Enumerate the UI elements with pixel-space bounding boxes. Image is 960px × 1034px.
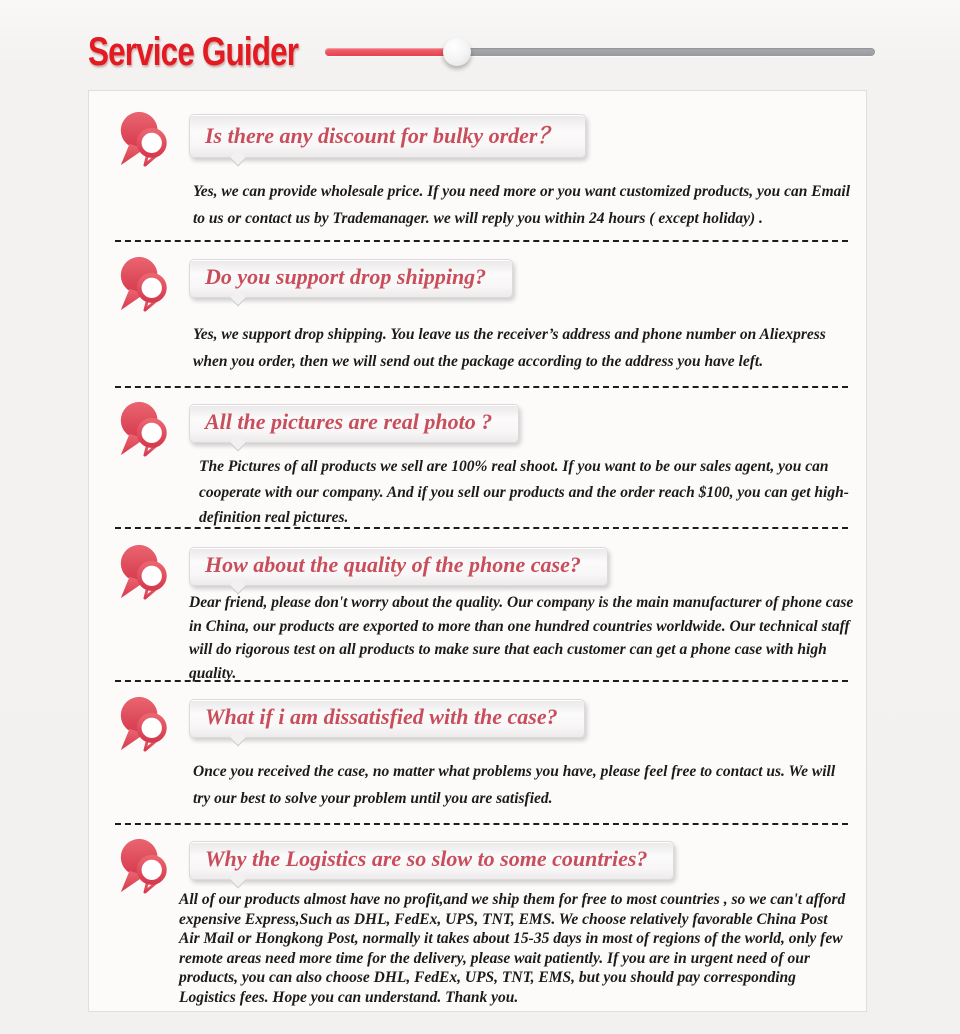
- question-box: [189, 259, 513, 298]
- faq-item-dissatisfied: [89, 682, 866, 825]
- answer-text: Yes, we can provide wholesale price. If you need more or you want customized products, you can Email to us or contact us by Trademanager. we will reply you within 24 hours ( except holiday) .: [193, 183, 851, 227]
- answer-text: Yes, we support drop shipping. You leave us the receiver’s address and phone number on Aliexpress when you order, then we will send out the package according to the address you have left.: [193, 326, 826, 370]
- answer-text: All of our products almost have no profit,and we ship them for free to most countries , so we can't afford expensive Express,Such as DHL, FedEx, UPS, TNT, EMS. We choose relatively favorable China Post Air Mail or Hongkong Post, normally it takes about 15-35 days in most of regions of the world, only few remote areas need more time for the delivery, please wait patiently. If you are in urgent need of our products, you can also choose DHL, FedEx, UPS, TNT, EMS, but you should pay corresponding Logistics fees. Hope you can understand. Thank you.: [179, 891, 846, 1006]
- question-box: [189, 404, 519, 443]
- question-box: [189, 699, 585, 738]
- faq-item-logistics: [89, 825, 866, 1011]
- progress-slider: [325, 37, 875, 67]
- chat-bubble-icon: [115, 254, 173, 314]
- question-box: [189, 114, 586, 158]
- faq-panel: [88, 90, 867, 1012]
- question-text: Do you support drop shipping?: [205, 264, 487, 289]
- speech-tail: [230, 435, 247, 452]
- service-guider-header: [0, 0, 960, 78]
- chat-bubble-icon: [115, 694, 173, 754]
- answer-text: Dear friend, please don't worry about the quality. Our company is the main manufacturer of phone case in China, our products are exported to more than one hundred countries worldwide. Our technical staff will do rigorous test on all products to make sure that each customer can get a phone case with high quality.: [189, 594, 854, 682]
- question-box: [189, 547, 608, 586]
- question-box: [189, 841, 674, 880]
- faq-item-quality: [89, 529, 866, 682]
- chat-bubble-icon: [115, 399, 173, 459]
- question-text: All the pictures are real photo ?: [205, 409, 493, 434]
- slider-knob-icon: [443, 38, 471, 66]
- question-text: Is there any discount for bulky order？: [205, 123, 560, 148]
- chat-bubble-icon: [115, 109, 173, 169]
- answer-text: The Pictures of all products we sell are 100% real shoot. If you want to be our sales agent, you can cooperate with our company. And if you sell our products and the order reach $100, you can get high-definition real pictures.: [199, 458, 849, 526]
- faq-item-discount: [89, 91, 866, 242]
- question-text: How about the quality of the phone case?: [205, 552, 581, 577]
- page-title: Service Guider: [88, 29, 299, 74]
- faq-item-real-photo: [89, 388, 866, 529]
- chat-bubble-icon: [115, 836, 173, 896]
- question-text: What if i am dissatisfied with the case?: [205, 704, 558, 729]
- answer-text: Once you received the case, no matter what problems you have, please feel free to contact us. We will try our best to solve your problem until you are satisfied.: [193, 763, 836, 807]
- slider-fill: [325, 48, 457, 56]
- speech-tail: [230, 872, 247, 889]
- speech-tail: [230, 730, 247, 747]
- faq-item-drop-shipping: [89, 242, 866, 388]
- speech-tail: [230, 150, 247, 167]
- chat-bubble-icon: [115, 542, 173, 602]
- question-text: Why the Logistics are so slow to some countries?: [205, 846, 648, 871]
- speech-tail: [230, 290, 247, 307]
